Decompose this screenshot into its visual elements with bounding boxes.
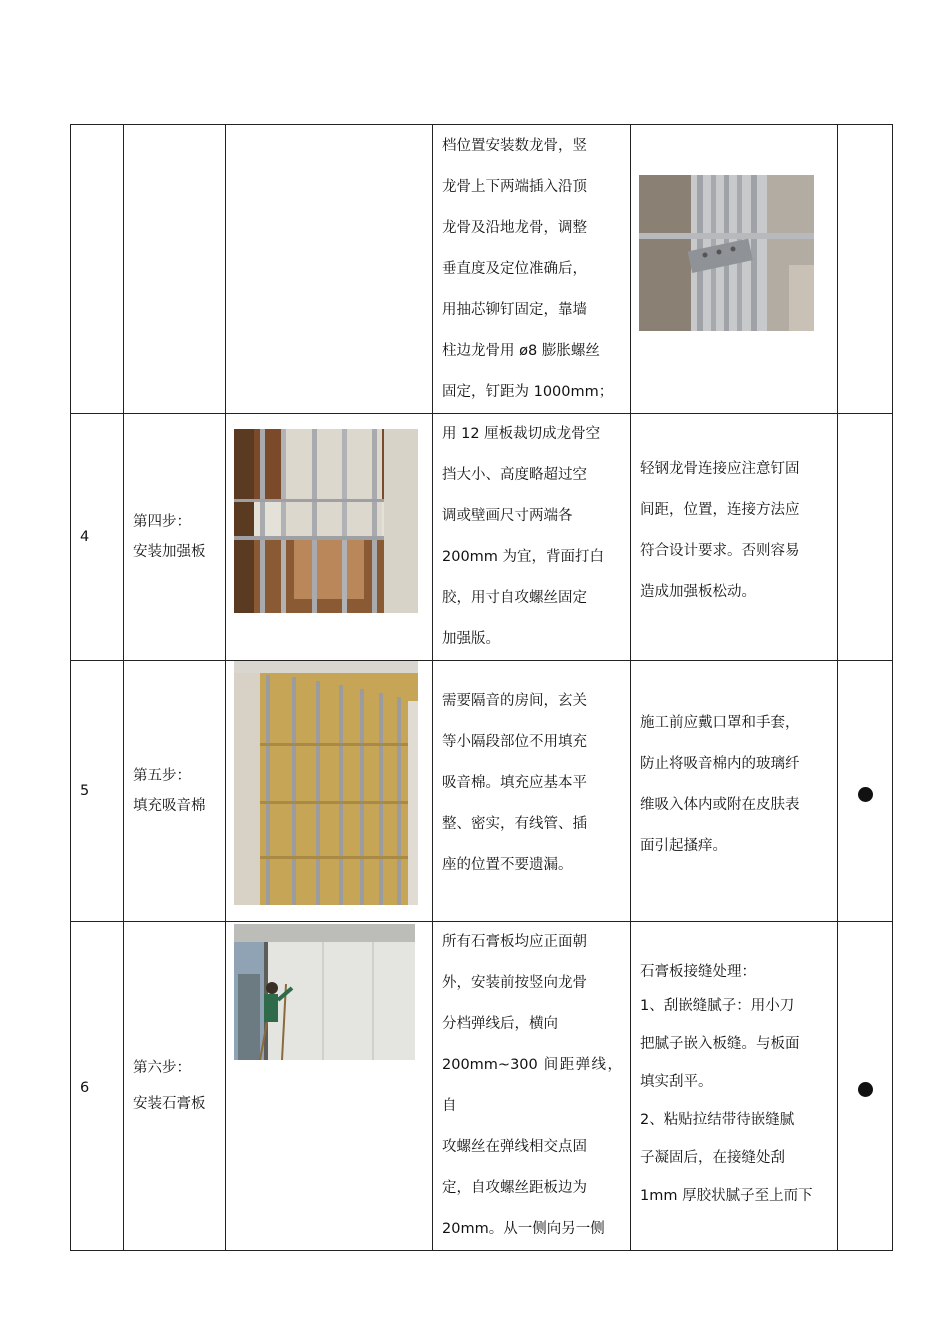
step-note-cell: 轻钢龙骨连接应注意钉固 间距，位置，连接方法应 符合设计要求。否则容易 造成加强板松动。 — [631, 414, 838, 661]
step-number-cell: 4 — [71, 414, 124, 661]
step-photo-cell — [226, 414, 433, 661]
step-note-cell: 石膏板接缝处理： 1、刮嵌缝腻子：用小刀 把腻子嵌入板缝。与板面 填实刮平。 2、粘贴拉结带待嵌缝腻 子凝固后，在接缝处刮 1mm 厚胶状腻子至上而下 — [631, 922, 838, 1251]
step-description-cell: 用 12 厘板裁切成龙骨空 挡大小、高度略超过空 调或壁画尺寸两端各 200mm 为宜，背面打白 胶，用寸自攻螺丝固定 加强版。 — [433, 414, 631, 661]
table-row — [71, 661, 893, 922]
step-name-cell: 第五步： 填充吸音棉 — [124, 661, 226, 922]
step-name-cell — [124, 125, 226, 414]
sound-insulation-wool-photo — [234, 661, 418, 905]
step-description-cell: 所有石膏板均应正面朝 外，安装前按竖向龙骨 分档弹线后，横向 200mm~300 间距弹线，自 攻螺丝在弹线相交点固 定，自攻螺丝距板边为 20mm。从一侧向另一侧 — [433, 922, 631, 1251]
step-description-cell: 档位置安装数龙骨，竖 龙骨上下两端插入沿顶 龙骨及沿地龙骨，调整 垂直度及定位准确后， 用抽芯铆钉固定，靠墙 柱边龙骨用 ø8 膨胀螺丝 固定，钉距为 1000mm； — [433, 125, 631, 414]
step-note-cell: 施工前应戴口罩和手套， 防止将吸音棉内的玻璃纤 维吸入体内或附在皮肤表 面引起搔痒。 — [631, 661, 838, 922]
mark-cell — [838, 661, 893, 922]
step-photo-cell — [226, 125, 433, 414]
step-name-cell: 第六步： 安装石膏板 — [124, 922, 226, 1251]
step-name-cell: 第四步： 安装加强板 — [124, 414, 226, 661]
mark-cell — [838, 125, 893, 414]
metal-stud-joint-photo — [639, 175, 814, 331]
step-note-cell — [631, 125, 838, 414]
mark-cell — [838, 922, 893, 1251]
filled-circle-mark — [858, 787, 873, 802]
step-photo-cell — [226, 922, 433, 1251]
table-row — [71, 922, 893, 1251]
step-number-cell: 5 — [71, 661, 124, 922]
table-row — [71, 414, 893, 661]
construction-steps-table — [70, 124, 893, 1251]
step-number-cell: 6 — [71, 922, 124, 1251]
filled-circle-mark — [858, 1082, 873, 1097]
step-photo-cell — [226, 661, 433, 922]
step-number-cell — [71, 125, 124, 414]
mark-cell — [838, 414, 893, 661]
gypsum-board-install-photo — [234, 924, 415, 1060]
step-description-cell: 需要隔音的房间，玄关 等小隔段部位不用填充 吸音棉。填充应基本平 整、密实，有线管、插 座的位置不要遗漏。 — [433, 661, 631, 922]
table-row — [71, 125, 893, 414]
stud-frame-reinforcement-photo — [234, 429, 418, 613]
